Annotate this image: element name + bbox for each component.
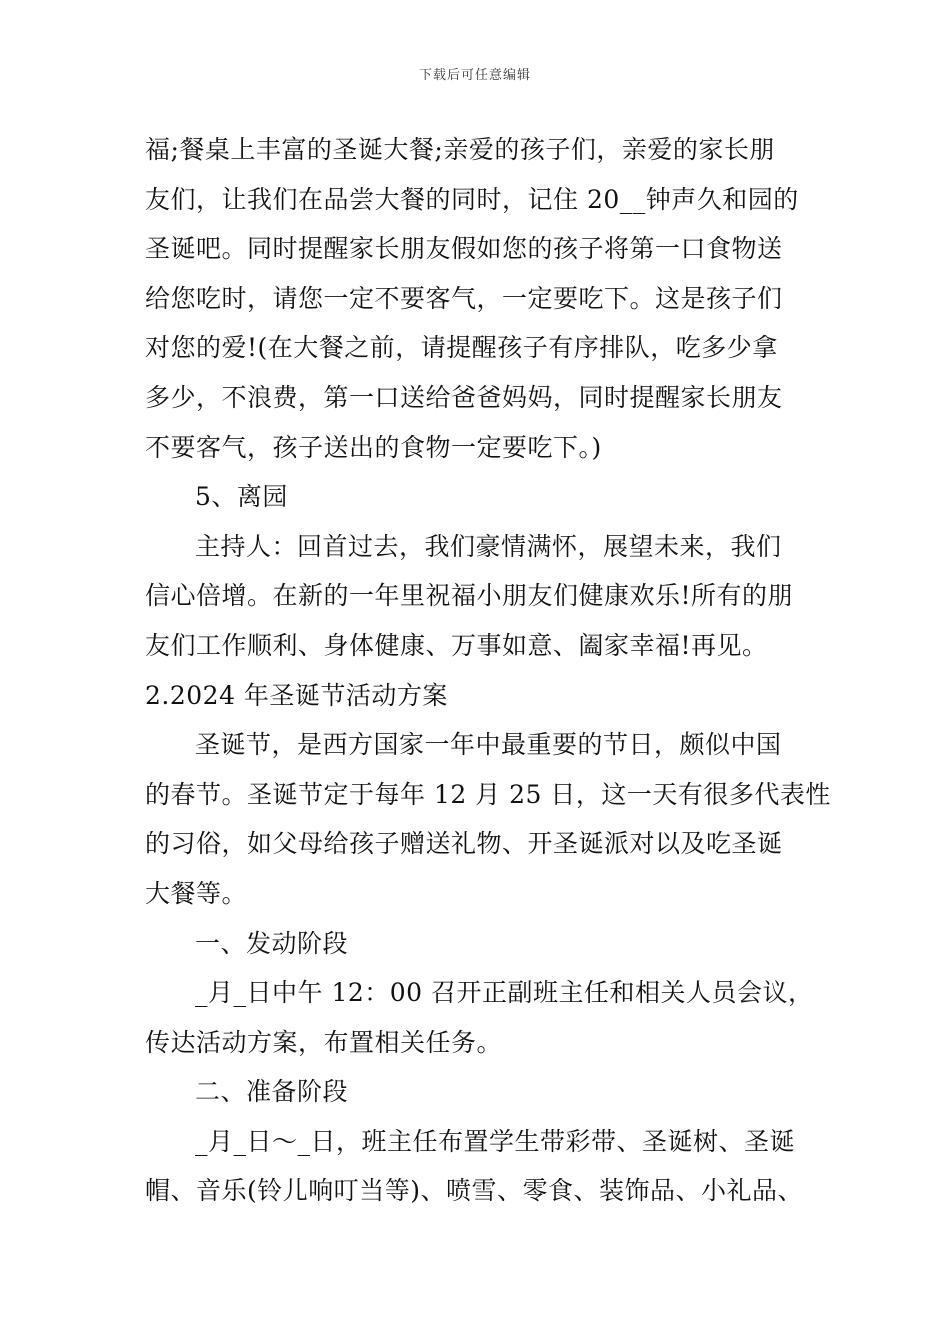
page-header: 下载后可任意编辑 <box>418 68 531 83</box>
text-line: 不要客气，孩子送出的食物一定要吃下。) <box>145 432 602 462</box>
text-line: 圣诞节，是西方国家一年中最重要的节日，颇似中国 <box>195 730 782 760</box>
text-line: 的春节。圣诞节定于每年 12 月 25 日，这一天有很多代表性 <box>145 779 831 809</box>
text-line: 友们，让我们在品尝大餐的同时，记住 20__钟声久和园的 <box>145 184 799 214</box>
text-line: 的习俗，如父母给孩子赠送礼物、开圣诞派对以及吃圣诞 <box>145 829 783 859</box>
text-line: 2.2024 年圣诞节活动方案 <box>145 680 448 710</box>
text-line: 给您吃时，请您一定不要客气，一定要吃下。这是孩子们 <box>145 283 783 313</box>
text-line: 友们工作顺利、身体健康、万事如意、阖家幸福!再见。 <box>145 630 768 660</box>
text-line: _月_日～_日，班主任布置学生带彩带、圣诞树、圣诞 <box>195 1126 796 1156</box>
text-line: 圣诞吧。同时提醒家长朋友假如您的孩子将第一口食物送 <box>145 234 783 264</box>
text-line: 福;餐桌上丰富的圣诞大餐;亲爱的孩子们，亲爱的家长朋 <box>145 135 775 164</box>
text-line: 多少，不浪费，第一口送给爸爸妈妈，同时提醒家长朋友 <box>145 382 783 412</box>
text-line: 大餐等。 <box>145 878 248 908</box>
text-line: 5、离园 <box>195 482 288 512</box>
text-line: 对您的爱!(在大餐之前，请提醒孩子有序排队，吃多少拿 <box>145 333 778 363</box>
document-body <box>145 125 831 1216</box>
text-line: 主持人：回首过去，我们豪情满怀，展望未来，我们 <box>195 531 782 561</box>
text-line: 帽、音乐(铃儿响叮当等)、喷雪、零食、装饰品、小礼品、 <box>145 1176 804 1206</box>
text-line: 二、准备阶段 <box>195 1077 349 1107</box>
text-line: _月_日中午 12：00 召开正副班主任和相关人员会议， <box>195 978 814 1008</box>
text-line: 传达活动方案，布置相关任务。 <box>145 1027 503 1057</box>
text-line: 信心倍增。在新的一年里祝福小朋友们健康欢乐!所有的朋 <box>145 581 794 611</box>
text-line: 一、发动阶段 <box>195 928 349 958</box>
